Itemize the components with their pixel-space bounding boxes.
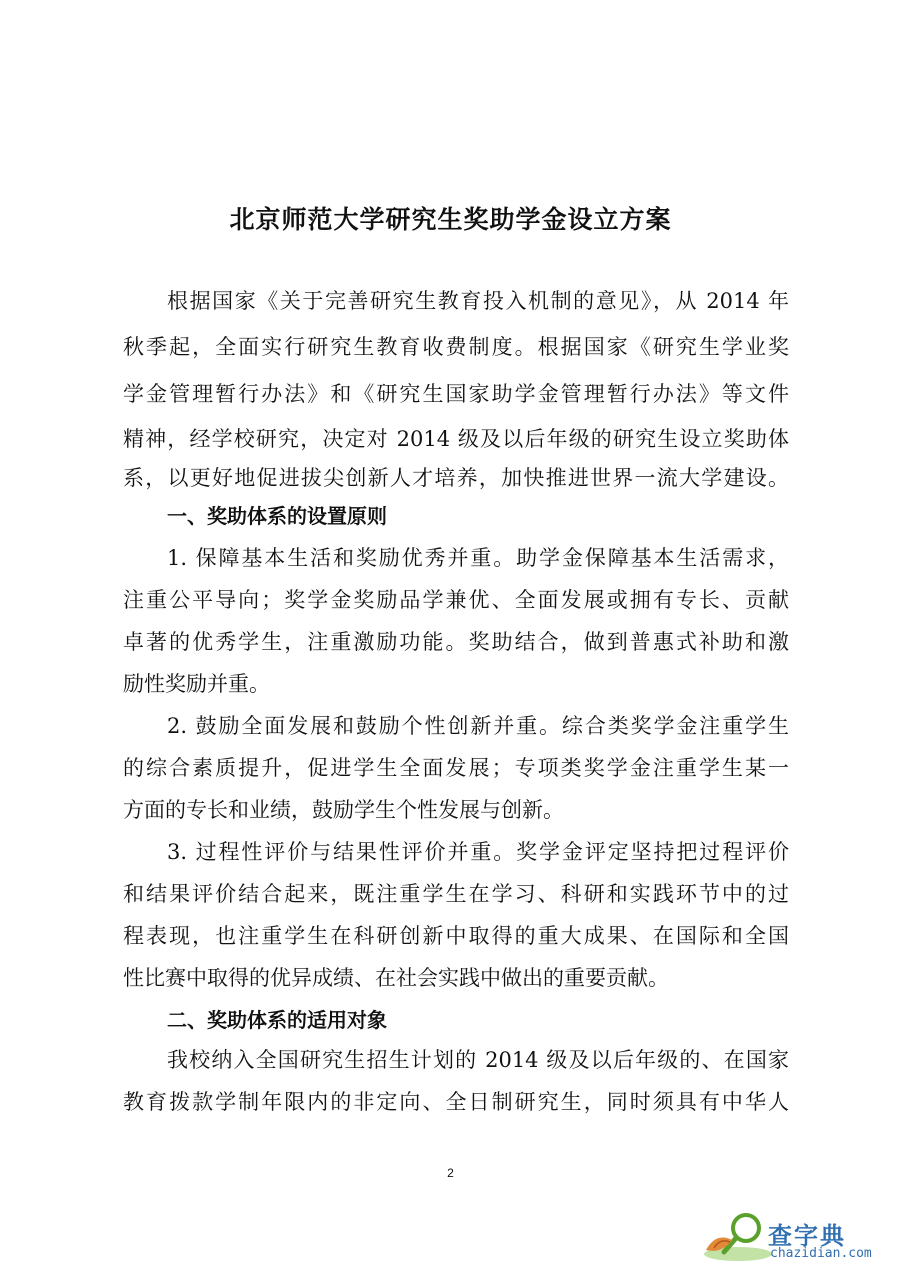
page-number: 2	[447, 1166, 454, 1180]
s1-p2-line-2: 的综合素质提升，促进学生全面发展；专项类奖学金注重学生某一	[123, 756, 789, 780]
s1-p3-line-2: 和结果评价结合起来，既注重学生在学习、科研和实践环节中的过	[123, 882, 789, 906]
s1-p1-line-3: 卓著的优秀学生，注重激励功能。奖助结合，做到普惠式补助和激	[123, 630, 789, 654]
s1-p1-line-1: 1. 保障基本生活和奖励优秀并重。助学金保障基本生活需求，	[167, 546, 789, 570]
s1-p1-line-2: 注重公平导向；奖学金奖励品学兼优、全面发展或拥有专长、贡献	[123, 588, 789, 612]
document-title: 北京师范大学研究生奖助学金设立方案	[229, 205, 672, 234]
intro-line-4: 精神，经学校研究，决定对 2014 级及以后年级的研究生设立奖助体	[123, 427, 789, 451]
s1-p2-line-1: 2. 鼓励全面发展和鼓励个性创新并重。综合类奖学金注重学生	[167, 714, 789, 738]
s1-p3-line-3: 程表现，也注重学生在科研创新中取得的重大成果、在国际和全国	[123, 924, 789, 948]
section-2-heading: 二、奖助体系的适用对象	[167, 1008, 387, 1032]
watermark-url[interactable]: chazidian.com	[770, 1246, 872, 1261]
intro-line-1: 根据国家《关于完善研究生教育投入机制的意见》，从 2014 年	[167, 289, 789, 313]
section-1-heading: 一、奖助体系的设置原则	[167, 504, 387, 528]
intro-line-3: 学金管理暂行办法》和《研究生国家助学金管理暂行办法》等文件	[123, 382, 789, 406]
s1-p3-line-1: 3. 过程性评价与结果性评价并重。奖学金评定坚持把过程评价	[167, 840, 789, 864]
s1-p1-line-4: 励性奖励并重。	[123, 672, 270, 696]
s1-p3-line-4: 性比赛中取得的优异成绩、在社会实践中做出的重要贡献。	[123, 966, 669, 990]
intro-line-2: 秋季起，全面实行研究生教育收费制度。根据国家《研究生学业奖	[123, 335, 789, 359]
s1-p2-line-3: 方面的专长和业绩，鼓励学生个性发展与创新。	[123, 798, 564, 822]
intro-line-5: 系，以更好地促进拔尖创新人才培养，加快推进世界一流大学建设。	[123, 466, 789, 490]
watermark-name: 查字典	[768, 1222, 846, 1250]
s2-p1-line-2: 教育拨款学制年限内的非定向、全日制研究生，同时须具有中华人	[123, 1090, 789, 1114]
s2-p1-line-1: 我校纳入全国研究生招生计划的 2014 级及以后年级的、在国家	[167, 1048, 789, 1072]
